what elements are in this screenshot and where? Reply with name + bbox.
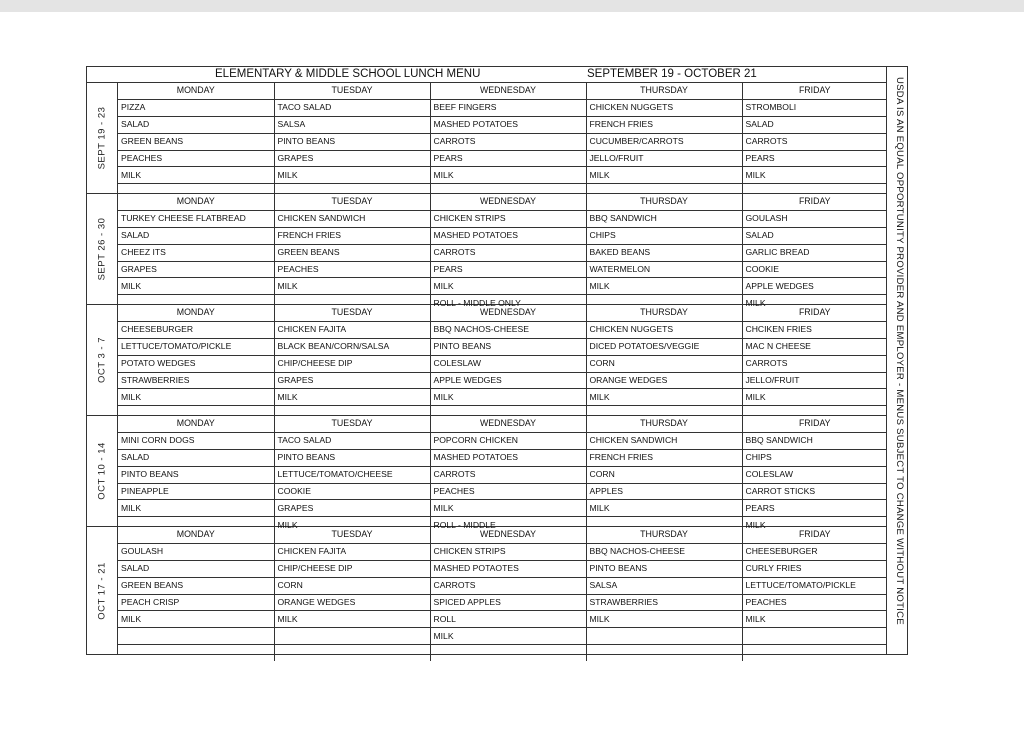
menu-cell: BLACK BEAN/CORN/SALSA (274, 338, 430, 355)
menu-cell (274, 628, 430, 645)
week-block (87, 416, 887, 530)
menu-cell: CHCIKEN FRIES (742, 321, 887, 338)
week-label: OCT 3 - 7 (96, 336, 108, 384)
table-row (118, 611, 887, 628)
menu-cell: ROLL (430, 611, 586, 628)
menu-cell: MILK (745, 519, 766, 530)
table-row (118, 628, 887, 645)
menu-cell: GREEN BEANS (118, 577, 274, 594)
day-header: TUESDAY (274, 305, 430, 321)
menu-cell: APPLE WEDGES (430, 372, 586, 389)
week-label-cell (87, 416, 118, 526)
menu-cell: FRENCH FRIES (586, 449, 742, 466)
menu-cell: GREEN BEANS (274, 244, 430, 261)
table-row (118, 560, 887, 577)
table-row (118, 116, 887, 133)
menu-cell: GRAPES (274, 500, 430, 517)
date-range: SEPTEMBER 19 - OCTOBER 21 (587, 68, 757, 80)
menu-cell: MASHED POTAOTES (430, 560, 586, 577)
menu-cell: POPCORN CHICKEN (430, 432, 586, 449)
table-row (118, 543, 887, 560)
menu-cell: CURLY FRIES (742, 560, 887, 577)
menu-cell: BBQ NACHOS-CHEESE (586, 543, 742, 560)
menu-cell: TACO SALAD (274, 99, 430, 116)
menu-cell: CHICKEN NUGGETS (586, 99, 742, 116)
week-label: OCT 17 - 21 (96, 561, 108, 620)
menu-cell: CARROT STICKS (742, 483, 887, 500)
menu-cell: MILK (274, 278, 430, 295)
menu-cell: MILK (430, 278, 586, 295)
menu-cell: CARROTS (430, 577, 586, 594)
menu-cell: POTATO WEDGES (118, 355, 274, 372)
menu-cell: PEARS (742, 150, 887, 167)
menu-cell: SALAD (118, 560, 274, 577)
document-page (0, 12, 1024, 753)
menu-cell: CHEEZ ITS (118, 244, 274, 261)
menu-cell: SPICED APPLES (430, 594, 586, 611)
menu-cell (430, 645, 586, 661)
week-label-cell (87, 194, 118, 304)
menu-cell: PEACHES (274, 261, 430, 278)
day-header: THURSDAY (586, 305, 742, 321)
menu-cell: CORN (586, 466, 742, 483)
menu-cell: CHEESEBURGER (742, 543, 887, 560)
menu-cell (118, 628, 274, 645)
menu-cell: STROMBOLI (742, 99, 887, 116)
day-header: FRIDAY (742, 416, 887, 432)
day-header-row (118, 305, 887, 321)
menu-cell (742, 645, 887, 661)
week-label-cell (87, 83, 118, 193)
menu-cell: CARROTS (430, 466, 586, 483)
menu-cell (586, 645, 742, 661)
menu-cell: CORN (274, 577, 430, 594)
menu-cell: SALAD (742, 116, 887, 133)
menu-cell: PEACH CRISP (118, 594, 274, 611)
menu-cell: MILK (586, 167, 742, 184)
menu-cell: MILK (274, 611, 430, 628)
menu-cell: MILK (430, 628, 586, 645)
menu-cell: MILK (118, 278, 274, 295)
menu-cell: CHICKEN STRIPS (430, 210, 586, 227)
menu-cell: GOULASH (742, 210, 887, 227)
table-row (118, 99, 887, 116)
table-row (118, 432, 887, 449)
table-row (118, 645, 887, 661)
table-row (118, 321, 887, 338)
menu-cell: COLESLAW (430, 355, 586, 372)
week-block (87, 305, 887, 416)
menu-cell: JELLO/FRUIT (742, 372, 887, 389)
table-row (118, 594, 887, 611)
menu-cell: SALAD (118, 116, 274, 133)
menu-cell: APPLES (586, 483, 742, 500)
day-header: WEDNESDAY (430, 416, 586, 432)
menu-cell: MILK (118, 611, 274, 628)
table-row (118, 389, 887, 406)
day-header: WEDNESDAY (430, 527, 586, 543)
menu-cell: MILK (274, 517, 430, 533)
menu-cell: COLESLAW (742, 466, 887, 483)
menu-cell: MILK (586, 611, 742, 628)
menu-cell: PEARS (430, 261, 586, 278)
menu-cell: BAKED BEANS (586, 244, 742, 261)
menu-cell: GRAPES (274, 150, 430, 167)
menu-cell (742, 628, 887, 645)
day-header: TUESDAY (274, 83, 430, 99)
menu-cell: STRAWBERRIES (118, 372, 274, 389)
day-header-row (118, 527, 887, 543)
menu-cell (118, 645, 274, 661)
week-menu-table (118, 194, 887, 311)
table-row (118, 227, 887, 244)
menu-cell: CHICKEN FAJITA (274, 321, 430, 338)
menu-cell: PIZZA (118, 99, 274, 116)
week-menu-table (118, 527, 887, 661)
menu-cell: WATERMELON (586, 261, 742, 278)
week-menu-table (118, 416, 887, 533)
day-header: FRIDAY (742, 194, 887, 210)
menu-cell: TACO SALAD (274, 432, 430, 449)
window-top-bar (0, 0, 1024, 12)
notice-column (886, 67, 908, 654)
week-block (87, 83, 887, 194)
menu-cell: PEACHES (742, 594, 887, 611)
menu-cell: MILK (745, 297, 766, 308)
menu-cell: CHICKEN FAJITA (274, 543, 430, 560)
menu-cell: DICED POTATOES/VEGGIE (586, 338, 742, 355)
menu-cell: GRAPES (118, 261, 274, 278)
menu-cell: APPLE WEDGES (742, 278, 887, 295)
menu-cell: PINTO BEANS (586, 560, 742, 577)
day-header: WEDNESDAY (430, 83, 586, 99)
menu-cell: CHICKEN SANDWICH (274, 210, 430, 227)
menu-cell: ROLL - MIDDLE (430, 517, 586, 533)
week-menu-table (118, 83, 887, 200)
menu-cell: PEARS (430, 150, 586, 167)
menu-cell: MILK (274, 167, 430, 184)
menu-cell: CORN (586, 355, 742, 372)
menu-cell: CHICKEN STRIPS (430, 543, 586, 560)
day-header: FRIDAY (742, 527, 887, 543)
menu-cell: CHEESEBURGER (118, 321, 274, 338)
table-row (118, 167, 887, 184)
menu-cell: PINTO BEANS (274, 133, 430, 150)
menu-cell: ROLL - MIDDLE ONLY (430, 295, 586, 311)
menu-cell: MILK (586, 278, 742, 295)
day-header: FRIDAY (742, 83, 887, 99)
menu-cell: ORANGE WEDGES (586, 372, 742, 389)
menu-cell: MASHED POTATOES (430, 227, 586, 244)
menu-cell: SALAD (742, 227, 887, 244)
menu-cell: BEEF FINGERS (430, 99, 586, 116)
day-header-row (118, 83, 887, 99)
menu-cell (274, 645, 430, 661)
week-label: SEPT 19 - 23 (96, 106, 108, 170)
table-row (118, 261, 887, 278)
notice-text: USDA IS AN EQUAL OPPORTUNITY PROVIDER AND EMPLOYER - MENUS SUBJECT TO CHANGE WITHOUT NOTICE (894, 77, 905, 625)
title-row (87, 67, 887, 83)
menu-cell: SALSA (274, 116, 430, 133)
day-header: MONDAY (118, 305, 274, 321)
day-header: THURSDAY (586, 83, 742, 99)
menu-cell: PINTO BEANS (274, 449, 430, 466)
menu-cell: MASHED POTATOES (430, 116, 586, 133)
table-row (118, 278, 887, 295)
menu-cell: MILK (586, 389, 742, 406)
day-header: MONDAY (118, 527, 274, 543)
week-label: OCT 10 - 14 (96, 442, 108, 500)
menu-cell: STRAWBERRIES (586, 594, 742, 611)
menu-cell: MASHED POTATOES (430, 449, 586, 466)
menu-cell: SALSA (586, 577, 742, 594)
menu-title: ELEMENTARY & MIDDLE SCHOOL LUNCH MENU (215, 68, 481, 80)
day-header: MONDAY (118, 416, 274, 432)
menu-cell: CUCUMBER/CARROTS (586, 133, 742, 150)
day-header-row (118, 416, 887, 432)
table-row (118, 338, 887, 355)
menu-cell: CHIP/CHEESE DIP (274, 355, 430, 372)
menu-cell: FRENCH FRIES (274, 227, 430, 244)
menu-cell: CHICKEN NUGGETS (586, 321, 742, 338)
menu-cell: MILK (118, 167, 274, 184)
table-row (118, 244, 887, 261)
week-label-cell (87, 527, 118, 654)
table-row (118, 133, 887, 150)
table-row (118, 210, 887, 227)
day-header: FRIDAY (742, 305, 887, 321)
menu-cell: PEARS (742, 500, 887, 517)
menu-cell: MAC N CHEESE (742, 338, 887, 355)
menu-cell: MILK (118, 389, 274, 406)
menu-cell: BBQ SANDWICH (586, 210, 742, 227)
menu-cell: PINTO BEANS (118, 466, 274, 483)
menu-cell: GREEN BEANS (118, 133, 274, 150)
menu-cell: PINEAPPLE (118, 483, 274, 500)
menu-frame (86, 66, 908, 655)
day-header: THURSDAY (586, 527, 742, 543)
menu-cell: PEACHES (430, 483, 586, 500)
menu-cell: JELLO/FRUIT (586, 150, 742, 167)
menu-cell: MILK (742, 611, 887, 628)
day-header: TUESDAY (274, 194, 430, 210)
week-block (87, 194, 887, 308)
table-row (118, 577, 887, 594)
menu-cell: COOKIE (274, 483, 430, 500)
table-row (118, 449, 887, 466)
menu-cell: CARROTS (742, 133, 887, 150)
table-row (118, 355, 887, 372)
menu-cell: CHIPS (586, 227, 742, 244)
menu-cell: CARROTS (430, 133, 586, 150)
menu-cell: MILK (274, 389, 430, 406)
menu-cell: GARLIC BREAD (742, 244, 887, 261)
menu-cell: MILK (742, 389, 887, 406)
week-label-cell (87, 305, 118, 415)
menu-cell: LETTUCE/TOMATO/PICKLE (118, 338, 274, 355)
menu-cell: MILK (430, 167, 586, 184)
menu-cell: GOULASH (118, 543, 274, 560)
menu-cell: CHIP/CHEESE DIP (274, 560, 430, 577)
week-label: SEPT 26 - 30 (96, 217, 108, 281)
menu-cell: MILK (118, 500, 274, 517)
menu-cell: MILK (586, 500, 742, 517)
day-header: MONDAY (118, 83, 274, 99)
menu-cell: MILK (430, 500, 586, 517)
day-header: THURSDAY (586, 194, 742, 210)
menu-cell: LETTUCE/TOMATO/CHEESE (274, 466, 430, 483)
day-header: TUESDAY (274, 527, 430, 543)
menu-cell: MILK (742, 167, 887, 184)
menu-cell: FRENCH FRIES (586, 116, 742, 133)
day-header: WEDNESDAY (430, 305, 586, 321)
day-header: WEDNESDAY (430, 194, 586, 210)
table-row (118, 466, 887, 483)
menu-cell: SALAD (118, 227, 274, 244)
menu-cell: SALAD (118, 449, 274, 466)
menu-cell: CARROTS (430, 244, 586, 261)
day-header-row (118, 194, 887, 210)
menu-cell: LETTUCE/TOMATO/PICKLE (742, 577, 887, 594)
menu-cell: TURKEY CHEESE FLATBREAD (118, 210, 274, 227)
menu-cell: MILK (430, 389, 586, 406)
week-menu-table (118, 305, 887, 422)
menu-cell: COOKIE (742, 261, 887, 278)
menu-cell: MINI CORN DOGS (118, 432, 274, 449)
table-row (118, 483, 887, 500)
menu-cell: PEACHES (118, 150, 274, 167)
table-row (118, 150, 887, 167)
menu-cell: PINTO BEANS (430, 338, 586, 355)
menu-cell: CHIPS (742, 449, 887, 466)
day-header: MONDAY (118, 194, 274, 210)
menu-cell (586, 628, 742, 645)
menu-cell: GRAPES (274, 372, 430, 389)
menu-cell: CARROTS (742, 355, 887, 372)
table-row (118, 500, 887, 517)
menu-cell: BBQ SANDWICH (742, 432, 887, 449)
day-header: THURSDAY (586, 416, 742, 432)
menu-cell: BBQ NACHOS-CHEESE (430, 321, 586, 338)
day-header: TUESDAY (274, 416, 430, 432)
table-row (118, 372, 887, 389)
week-block (87, 527, 887, 654)
menu-cell: CHICKEN SANDWICH (586, 432, 742, 449)
menu-cell: ORANGE WEDGES (274, 594, 430, 611)
